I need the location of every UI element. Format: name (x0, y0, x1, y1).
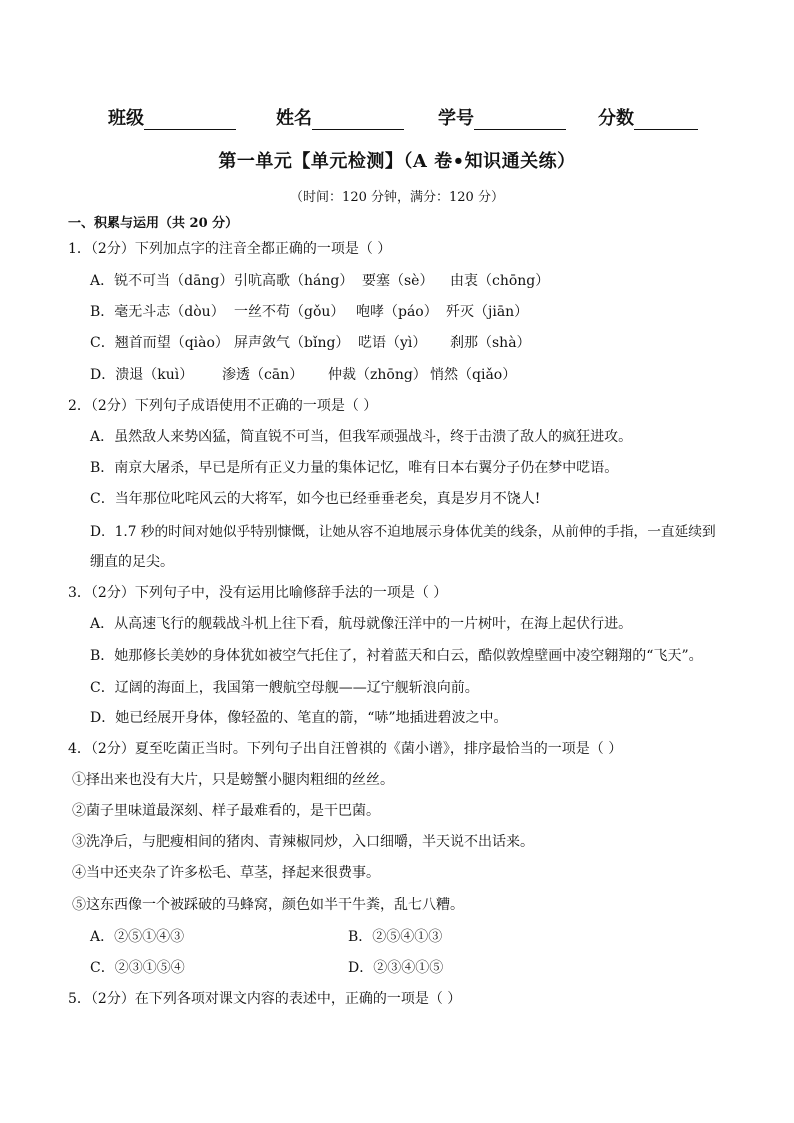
option-item: 屏声敛气（bǐng） (234, 335, 350, 351)
exam-info: （时间：120 分钟，满分：120 分） (290, 190, 504, 205)
option-item: A．锐不可当（dāng） (90, 273, 234, 289)
option-item: 由衷（chōng） (450, 273, 550, 289)
name-field[interactable] (276, 104, 404, 130)
question-4-sentence-5: ⑤这东西像一个被踩破的马蜂窝，颜色如半干牛粪，乱七八糟。 (72, 897, 464, 913)
class-blank[interactable] (144, 109, 236, 130)
question-1-stem: 1．（2分）下列加点字的注音全都正确的一项是（ ） (68, 241, 392, 257)
class-field[interactable] (108, 104, 236, 130)
question-2-option-d[interactable]: D．1.7 秒的时间对她似乎特别慷慨，让她从容不迫地展示身体优美的线条，从前伸的手指，一直延续到 (90, 524, 716, 540)
question-5-stem: 5．（2分）在下列各项对课文内容的表述中，正确的一项是（ ） (68, 991, 462, 1007)
question-3-stem: 3．（2分）下列句子中，没有运用比喻修辞手法的一项是（ ） (68, 585, 448, 601)
question-2-option-a[interactable]: A．虽然敌人来势凶猛，简直锐不可当，但我军顽强战斗，终于击溃了敌人的疯狂进攻。 (90, 429, 633, 445)
question-2-stem: 2．（2分）下列句子成语使用不正确的一项是（ ） (68, 398, 378, 414)
score-field[interactable] (598, 104, 698, 130)
option-item: 呓语（yì） (358, 335, 427, 351)
question-2-option-b[interactable]: B．南京大屠杀，早已是所有正义力量的集体记忆，唯有日本右翼分子仍在梦中呓语。 (90, 460, 619, 476)
option-item: 引吭高歌（háng） (234, 273, 354, 289)
option-item: 悄然（qiǎo） (430, 367, 517, 383)
option-item: 一丝不苟（gǒu） (234, 304, 345, 320)
student-id-label: 学号 (438, 108, 474, 129)
question-4-option-c[interactable]: C．②③①⑤④ (90, 960, 185, 976)
question-4-sentence-2: ②菌子里味道最深刻、样子最难看的，是干巴菌。 (72, 803, 380, 819)
question-3-option-b[interactable]: B．她那修长美妙的身体犹如被空气托住了，衬着蓝天和白云，酷似敦煌壁画中凌空翱翔的“飞天”。 (90, 648, 703, 664)
question-4-sentence-3: ③洗净后，与肥瘦相间的猪肉、青辣椒同炒，入口细嚼，半天说不出话来。 (72, 834, 534, 850)
student-id-field[interactable] (438, 104, 566, 130)
question-2-option-d-continued: 绷直的足尖。 (90, 554, 174, 570)
option-item: 歼灭（jiān） (446, 304, 529, 320)
class-label: 班级 (108, 108, 144, 129)
option-item: 咆哮（páo） (356, 304, 438, 320)
question-2-option-c[interactable]: C．当年那位叱咤风云的大将军，如今也已经垂垂老矣，真是岁月不饶人! (90, 491, 541, 507)
option-item: 要塞（sè） (362, 273, 434, 289)
option-item: C．翘首而望（qiào） (90, 335, 229, 351)
question-4-option-d[interactable]: D．②③④①⑤ (348, 960, 444, 976)
question-4-stem: 4．（2分）夏至吃菌正当时。下列句子出自汪曾祺的《菌小谱》，排序最恰当的一项是（ ） (68, 741, 623, 757)
page-title: 第一单元【单元检测】（A 卷•知识通关练） (218, 151, 576, 172)
student-id-blank[interactable] (474, 109, 566, 130)
student-info-row (108, 104, 708, 134)
question-4-sentence-4: ④当中还夹杂了许多松毛、草茎，择起来很费事。 (72, 865, 380, 881)
question-3-option-a[interactable]: A．从高速飞行的舰载战斗机上往下看，航母就像汪洋中的一片树叶，在海上起伏行进。 (90, 616, 633, 632)
question-4-option-b[interactable]: B．②⑤④①③ (348, 929, 443, 945)
question-3-option-c[interactable]: C．辽阔的海面上，我国第一艘航空母舰——辽宁舰斩浪向前。 (90, 680, 479, 696)
question-4-option-a[interactable]: A．②⑤①④③ (90, 929, 185, 945)
section-heading: 一、积累与运用（共 20 分） (68, 216, 239, 231)
score-label: 分数 (598, 108, 634, 129)
option-item: B．毫无斗志（dòu） (90, 304, 225, 320)
question-4-sentence-1: ①择出来也没有大片，只是螃蟹小腿肉粗细的丝丝。 (72, 772, 394, 788)
option-item: 刹那（shà） (450, 335, 531, 351)
option-item: 仲裁（zhōng） (328, 367, 427, 383)
name-blank[interactable] (312, 109, 404, 130)
question-3-option-d[interactable]: D．她已经展开身体，像轻盈的、笔直的箭，“哧”地插进碧波之中。 (90, 710, 508, 726)
option-item: 渗透（cān） (222, 367, 304, 383)
name-label: 姓名 (276, 108, 312, 129)
score-blank[interactable] (634, 109, 698, 130)
option-item: D．溃退（kuì） (90, 367, 194, 383)
